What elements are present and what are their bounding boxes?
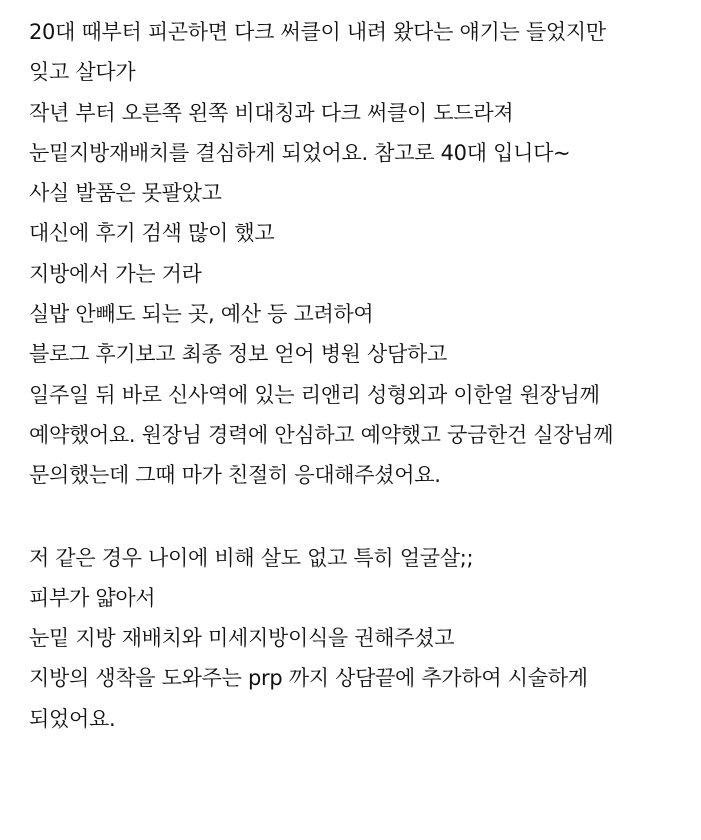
post-line: 저 같은 경우 나이에 비해 살도 없고 특히 얼굴살;; [29,545,474,570]
post-line: 블로그 후기보고 최종 정보 얻어 병원 상담하고 [29,342,447,367]
post-line: 문의했는데 그때 마가 친절히 응대해주셨어요. [29,463,441,488]
post-line: 지방에서 가는 거라 [29,261,202,286]
post-line: 되었어요. [29,706,116,731]
post-line: 지방의 생착을 도와주는 prp 까지 상담끝에 추가하여 시술하게 [29,666,588,691]
post-line: 눈밑지방재배치를 결심하게 되었어요. 참고로 40대 입니다~ [29,140,571,165]
post-line: 대신에 후기 검색 많이 했고 [29,221,275,246]
post-line: 피부가 얇아서 [29,585,156,610]
post-line: 실밥 안빼도 되는 곳, 예산 등 고려하여 [29,302,374,327]
blank-line [29,496,689,538]
post-line: 일주일 뒤 바로 신사역에 있는 리앤리 성형외과 이한얼 원장님께 [29,382,600,407]
post-body [29,12,689,739]
post-line: 사실 발품은 못팔았고 [29,181,222,206]
post-line: 잊고 살다가 [29,60,136,85]
post-line: 작년 부터 오른쪽 왼쪽 비대칭과 다크 써클이 도드라져 [29,100,514,125]
post-line: 예약했어요. 원장님 경력에 안심하고 예약했고 궁금한건 실장님께 [29,422,614,447]
post-line: 눈밑 지방 재배치와 미세지방이식을 권해주셨고 [29,626,455,651]
post-line: 20대 때부터 피곤하면 다크 써클이 내려 왔다는 얘기는 들었지만 [29,20,606,44]
